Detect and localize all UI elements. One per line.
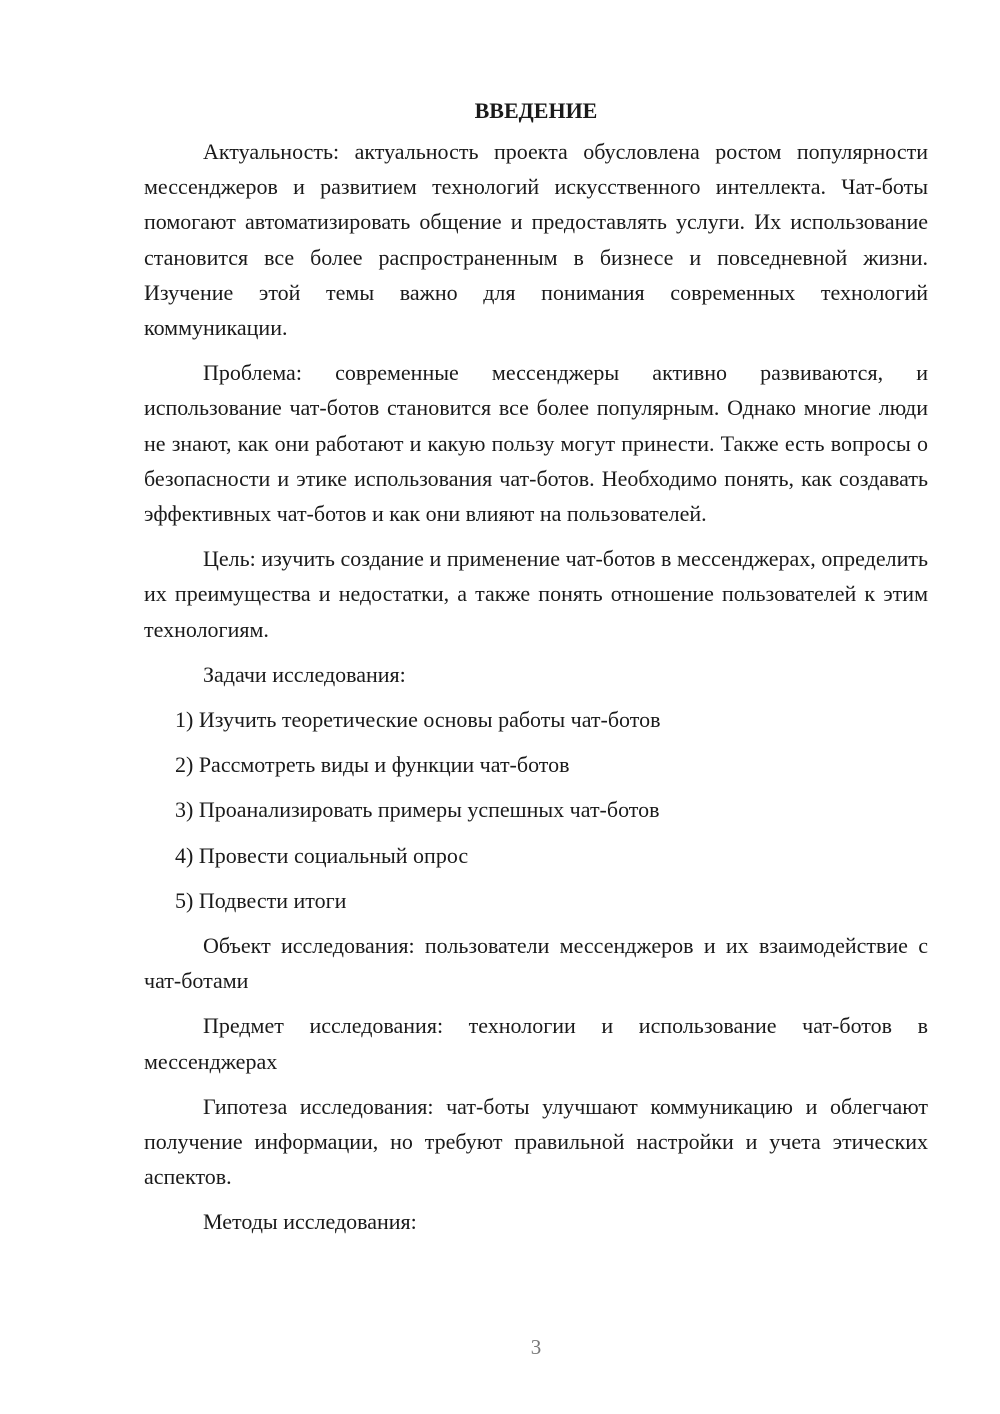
- task-item-2: 2) Рассмотреть виды и функции чат-ботов: [175, 752, 570, 778]
- hypothesis-paragraph: Гипотеза исследования: чат-боты улучшают коммуникацию и облегчают получение информации, но требуют правильной настройки и учета этических аспектов.: [144, 1093, 928, 1190]
- task-item-4: 4) Провести социальный опрос: [175, 842, 469, 868]
- goal-paragraph: Цель: изучить создание и применение чат-ботов в мессенджерах, определить их преимущества и недостатки, а также понять отношение пользователей к этим технологиям.: [144, 546, 928, 642]
- relevance-paragraph: Актуальность: актуальность проекта обусловлена ростом популярности мессенджеров и развитием технологий искусственного интеллекта. Чат-боты помогают автоматизировать общение и предоставлять услуги. Их использование становится все более распространенным в бизнесе и повседневной жизни. Изучение этой темы важно для понимания современных технологий коммуникации.: [144, 139, 928, 341]
- task-item-3: 3) Проанализировать примеры успешных чат-ботов: [175, 797, 660, 823]
- section-title: ВВЕДЕНИЕ: [474, 98, 598, 123]
- tasks-list: [144, 702, 928, 918]
- task-item-1: 1) Изучить теоретические основы работы чат-ботов: [175, 707, 661, 733]
- task-item-5: 5) Подвести итоги: [175, 887, 347, 913]
- problem-paragraph: Проблема: современные мессенджеры активно развиваются, и использование чат-ботов становится все более популярным. Однако многие люди не знают, как они работают и какую пользу могут принести. Также есть вопросы о безопасности и этике использования чат-ботов. Необходимо понять, как создавать эффективных чат-ботов и как они влияют на пользователей.: [144, 360, 928, 527]
- tasks-heading: Задачи исследования:: [203, 661, 406, 687]
- document-page: [144, 96, 928, 1250]
- page-number: 3: [530, 1335, 542, 1359]
- methods-heading: Методы исследования:: [203, 1209, 417, 1235]
- subject-paragraph: Предмет исследования: технологии и использование чат-ботов в мессенджерах: [144, 1013, 928, 1074]
- object-paragraph: Объект исследования: пользователи мессенджеров и их взаимодействие с чат-ботами: [144, 933, 928, 994]
